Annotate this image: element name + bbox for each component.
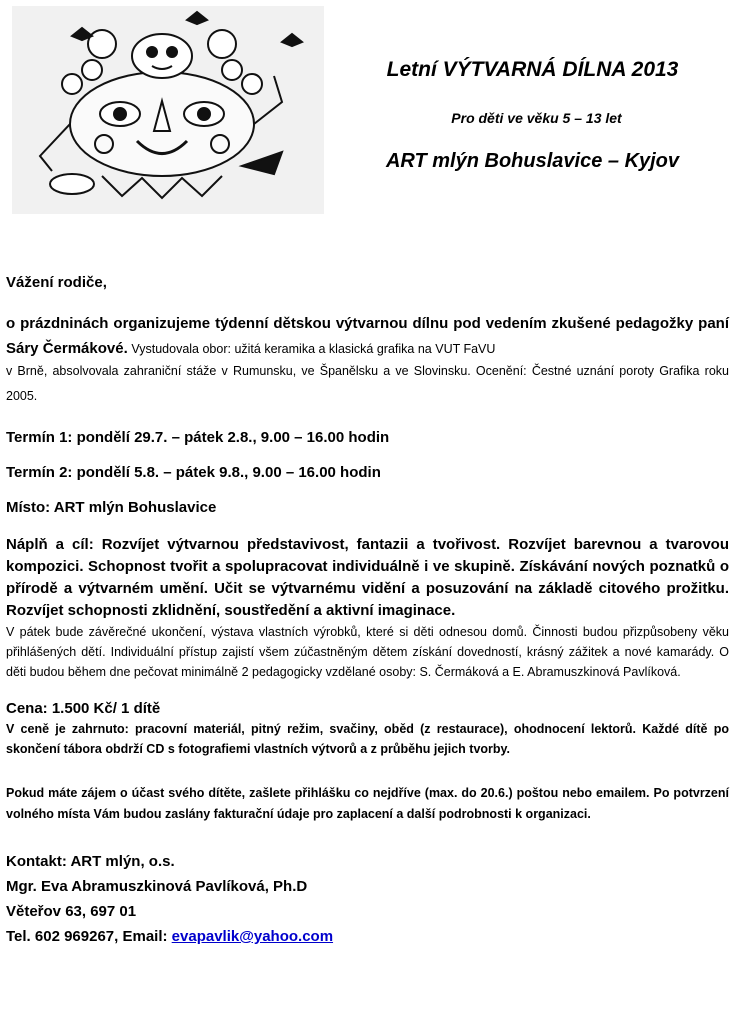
contact-block bbox=[6, 849, 729, 949]
contact-name: Mgr. Eva Abramuszkinová Pavlíková, Ph.D bbox=[6, 878, 308, 895]
intro-paragraph bbox=[6, 311, 729, 362]
email-link[interactable]: evapavlik@yahoo.com bbox=[171, 928, 334, 945]
note-paragraph: V pátek bude závěrečné ukončení, výstava vlastních výrobků, které si děti odnesou domů. Činnosti budou přizpůsobeny věku přihlášených dětí. Individuální přístup zajistí všem zúčastněným dětem získání dovedností, krásný zážitek a nové kamarády. O děti budou během dne pečovat minimálně 2 pedagogicky vzdělané osoby: S. Čermáková a E. Abramuszkinová Pavlíková. bbox=[6, 625, 729, 679]
page-title: Letní VÝTVARNÁ DÍLNA 2013 bbox=[386, 58, 679, 81]
application-paragraph: Pokud máte zájem o účast svého dítěte, zašlete přihlášku co nejdříve (max. do 20.6.) poštou nebo emailem. Po potvrzení volného místa Vám budou zaslány fakturační údaje pro zaplacení a další podrobnosti k organizaci. bbox=[6, 786, 729, 821]
letter-body bbox=[6, 274, 729, 949]
venue: Místo: ART mlýn Bohuslavice bbox=[6, 499, 217, 516]
price-included: V ceně je zahrnuto: pracovní materiál, pitný režim, svačiny, oběd (z restaurace), ohodnocení lektorů. Každé dítě po skončení tábora obdrží CD s fotografiemi vlastních výtvorů a z průběhu jejich tvorby. bbox=[6, 722, 729, 756]
contact-address: Věteřov 63, 697 01 bbox=[6, 903, 137, 920]
term-2: Termín 2: pondělí 5.8. – pátek 9.8., 9.00 – 16.00 hodin bbox=[6, 464, 381, 481]
intro-small-1: Vystudovala obor: užitá keramika a klasická grafika na VUT FaVU bbox=[131, 342, 496, 356]
intro-bold: o prázdninách organizujeme týdenní dětskou výtvarnou dílnu pod vedením zkušené pedagožky paní Sáry Čermákové. bbox=[6, 315, 729, 357]
goals-paragraph: Náplň a cíl: Rozvíjet výtvarnou představivost, fantazii a tvořivost. Rozvíjet barevnou a tvarovou kompozici. Schopnost tvořit a spolupracovat individuálně i ve skupině. Získávání nových poznatků o přírodě a výtvarném umění. Učit se výtvarnému vidění a posuzování na základě citového prožitku. Rozvíjet schopnosti zklidnění, soustředění a aktivní imaginace. bbox=[6, 536, 729, 619]
intro-small-2: v Brně, absolvovala zahraniční stáže v Rumunsku, ve Španělsku a ve Slovinsku. Ocenění: Čestné uznání poroty Grafika roku 2005. bbox=[6, 364, 729, 403]
age-subtitle: Pro děti ve věku 5 – 13 let bbox=[451, 110, 622, 126]
header-illustration bbox=[12, 6, 324, 214]
term-1: Termín 1: pondělí 29.7. – pátek 2.8., 9.00 – 16.00 hodin bbox=[6, 429, 390, 446]
price: Cena: 1.500 Kč/ 1 dítě bbox=[6, 700, 161, 717]
place-subtitle: ART mlýn Bohuslavice – Kyjov bbox=[385, 150, 680, 172]
greeting: Vážení rodiče, bbox=[6, 274, 107, 291]
contact-phone: Tel. 602 969267, Email: bbox=[6, 928, 168, 945]
contact-phone-line bbox=[6, 924, 729, 949]
contact-heading: Kontakt: ART mlýn, o.s. bbox=[6, 853, 175, 870]
